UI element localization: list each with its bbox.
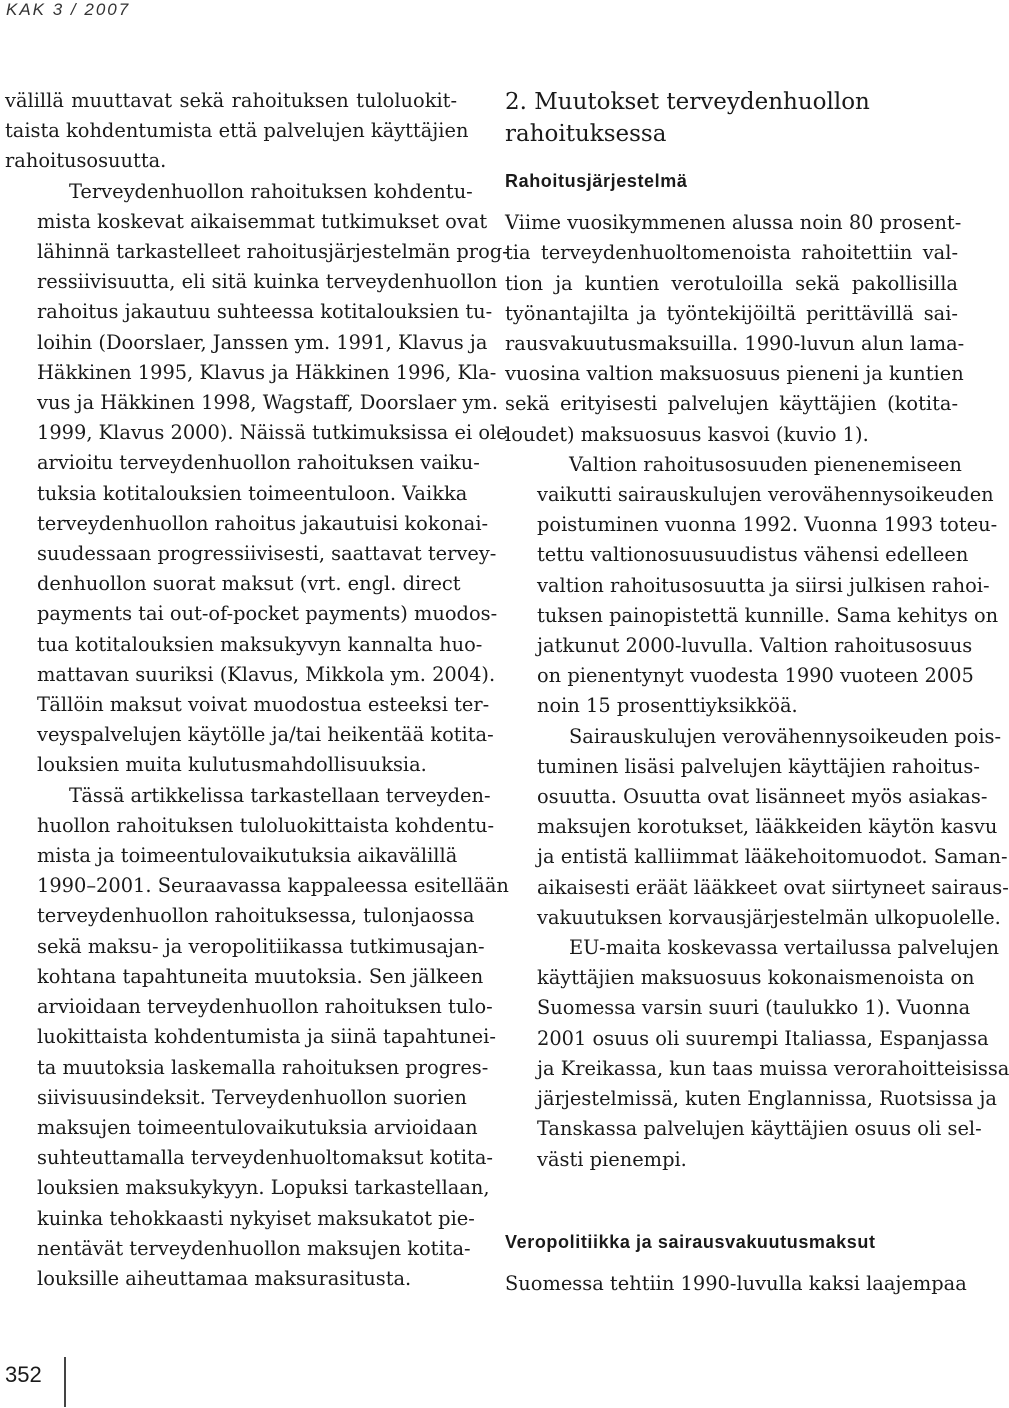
text-line: tuminen lisäsi palvelujen käyttäjien rahoitus- bbox=[537, 754, 980, 778]
text-line: aikaisesti eräät lääkkeet ovat siirtyneet sairaus- bbox=[537, 875, 1009, 899]
text-line: ja Kreikassa, kun taas muissa verorahoitteisissa bbox=[537, 1056, 1009, 1080]
text-line: suudessaan progressiivisesti, saattavat tervey- bbox=[37, 542, 497, 566]
text-line: veyspalvelujen käytölle ja/tai heikentää kotita- bbox=[37, 723, 494, 747]
text-line: ressiivisuutta, eli sitä kuinka terveydenhuollon bbox=[37, 270, 498, 294]
text-line: 1999, Klavus 2000). Näissä tutkimuksissa ei ole bbox=[37, 421, 508, 445]
text-line: loudet) maksuosuus kasvoi (kuvio 1). bbox=[505, 422, 869, 446]
text-line: denhuollon suorat maksut (vrt. engl. direct bbox=[37, 572, 461, 596]
text-line: västi pienempi. bbox=[537, 1147, 687, 1171]
text-line: rahoitus jakautuu suhteessa kotitalouksien tu- bbox=[37, 300, 493, 324]
text-line: tuksen painopistettä kunnille. Sama kehitys on bbox=[537, 603, 999, 627]
paragraph bbox=[505, 450, 999, 722]
text-line: Tanskassa palvelujen käyttäjien osuus oli sel- bbox=[537, 1117, 982, 1141]
text-line: louksien maksukykyyn. Lopuksi tarkastellaan, bbox=[37, 1176, 490, 1200]
subsection-body bbox=[505, 208, 1009, 1175]
text-line: osuutta. Osuutta ovat lisänneet myös asiakas- bbox=[537, 785, 988, 809]
text-line: mista ja toimeentulovaikutuksia aikavälillä bbox=[37, 844, 458, 868]
text-line: 2001 osuus oli suurempi Italiassa, Espanjassa bbox=[537, 1026, 989, 1050]
text-line: tuksia kotitalouksien toimeentuloon. Vaikka bbox=[37, 481, 468, 505]
paragraph bbox=[505, 208, 965, 450]
running-header: KAK 3 / 2007 bbox=[6, 0, 131, 19]
text-line: arvioitu terveydenhuollon rahoituksen vaiku- bbox=[37, 451, 480, 475]
text-line: loihin (Doorslaer, Janssen ym. 1991, Klavus ja bbox=[37, 330, 488, 354]
right-column bbox=[505, 86, 1009, 1299]
text-line: Viime vuosikymmenen alussa noin 80 prosent- bbox=[505, 211, 962, 235]
text-line: Valtion rahoitusosuuden pienenemiseen bbox=[569, 452, 962, 476]
text-line: huollon rahoituksen tuloluokittaista kohdentu- bbox=[37, 813, 495, 837]
text-line: vuosina valtion maksuosuus pieneni ja kuntien bbox=[505, 362, 964, 386]
text-line: sekä maksu- ja veropolitiikassa tutkimusajan- bbox=[37, 934, 485, 958]
text-line: mista koskevat aikaisemmat tutkimukset ovat bbox=[37, 209, 488, 233]
text-line: valtion rahoitusosuutta ja siirsi julkisen rahoi- bbox=[537, 573, 990, 597]
text-line: Tässä artikkelissa tarkastellaan terveyden- bbox=[69, 783, 491, 807]
text-line: terveydenhuollon rahoitus jakautuisi kokonai- bbox=[37, 511, 489, 535]
text-line: arvioidaan terveydenhuollon rahoituksen tulo- bbox=[37, 995, 493, 1019]
subsection-body bbox=[505, 1269, 967, 1299]
text-line: tion ja kuntien verotuloilla sekä pakollisilla bbox=[505, 271, 958, 295]
text-line: siivisuusindeksit. Terveydenhuollon suorien bbox=[37, 1085, 467, 1109]
text-line: rahoitusosuutta. bbox=[5, 149, 167, 173]
text-line: vaikutti sairauskulujen verovähennysoikeuden bbox=[537, 483, 994, 507]
text-line: järjestelmissä, kuten Englannissa, Ruotsissa ja bbox=[537, 1087, 997, 1111]
text-line: maksujen korotukset, lääkkeiden käytön kasvu bbox=[537, 815, 998, 839]
text-line: Sairauskulujen verovähennysoikeuden pois- bbox=[569, 724, 1002, 748]
subheading-rahoitusjarjestelma: Rahoitusjärjestelmä bbox=[505, 171, 688, 191]
text-line: suhteuttamalla terveydenhuoltomaksut kotita- bbox=[37, 1146, 493, 1170]
text-line: ta muutoksia laskemalla rahoituksen progres- bbox=[37, 1055, 489, 1079]
paragraph bbox=[505, 1269, 967, 1299]
text-line: välillä muuttavat sekä rahoituksen tuloluokit- bbox=[5, 89, 457, 112]
subheading-veropolitiikka: Veropolitiikka ja sairausvakuutusmaksut bbox=[505, 1231, 876, 1252]
text-line: on pienentynyt vuodesta 1990 vuoteen 2005 bbox=[537, 664, 974, 688]
text-line: tia terveydenhuoltomenoista rahoitettiin val- bbox=[505, 241, 958, 265]
text-line: tettu valtionosuusuudistus vähensi edelleen bbox=[537, 543, 969, 567]
text-line: louksien muita kulutusmahdollisuuksia. bbox=[37, 753, 427, 777]
text-line: Tällöin maksut voivat muodostua esteeksi ter- bbox=[37, 693, 490, 717]
text-line: rausvakuutusmaksuilla. 1990-luvun alun lama- bbox=[505, 332, 965, 356]
text-line: Suomessa tehtiin 1990-luvulla kaksi laajempaa bbox=[505, 1271, 967, 1295]
paragraph bbox=[505, 933, 1009, 1175]
text-line: payments tai out-of-pocket payments) muodos- bbox=[37, 602, 498, 626]
section-title bbox=[505, 86, 958, 150]
text-line: EU-maita koskevassa vertailussa palvelujen bbox=[569, 936, 999, 960]
text-line: vus ja Häkkinen 1998, Wagstaff, Doorslaer ym. bbox=[37, 391, 498, 415]
text-line: kohtana tapahtuneita muutoksia. Sen jälkeen bbox=[37, 964, 484, 988]
text-line: louksille aiheuttamaa maksurasitusta. bbox=[37, 1266, 412, 1290]
text-line: poistuminen vuonna 1992. Vuonna 1993 toteu- bbox=[537, 513, 998, 537]
text-line: ja entistä kalliimmat lääkehoitomuodot. Saman- bbox=[537, 845, 1008, 869]
text-line: Häkkinen 1995, Klavus ja Häkkinen 1996, Kla- bbox=[37, 360, 497, 384]
left-column bbox=[5, 86, 509, 1294]
text-line: kuinka tehokkaasti nykyiset maksukatot pie- bbox=[37, 1206, 475, 1230]
text-line: terveydenhuollon rahoituksessa, tulonjaossa bbox=[37, 904, 475, 928]
paragraph bbox=[5, 86, 469, 177]
text-line: luokittaista kohdentumista ja siinä tapahtunei- bbox=[37, 1025, 496, 1049]
paragraph bbox=[5, 781, 509, 1294]
text-line: 1990–2001. Seuraavassa kappaleessa esitellään bbox=[37, 874, 509, 898]
text-line: käyttäjien maksuosuus kokonaismenoista on bbox=[537, 966, 975, 990]
text-line: työnantajilta ja työntekijöiltä perittävillä sai- bbox=[505, 301, 958, 325]
text-line: nentävät terveydenhuollon maksujen kotita- bbox=[37, 1236, 471, 1260]
text-line: lähinnä tarkastelleet rahoitusjärjestelmän prog- bbox=[37, 240, 509, 264]
text-line: vakuutuksen korvausjärjestelmän ulkopuolelle. bbox=[537, 905, 1001, 929]
text-line: mattavan suuriksi (Klavus, Mikkola ym. 2004). bbox=[37, 662, 496, 686]
section-title-line: 2. Muutokset terveydenhuollon bbox=[505, 89, 870, 115]
page-number: 352 bbox=[5, 1362, 42, 1387]
paragraph bbox=[5, 177, 509, 781]
text-line: tua kotitalouksien maksukyvyn kannalta huo- bbox=[37, 632, 483, 656]
text-line: maksujen toimeentulovaikutuksia arvioidaan bbox=[37, 1115, 478, 1139]
text-line: Terveydenhuollon rahoituksen kohdentu- bbox=[69, 179, 473, 203]
paragraph bbox=[505, 722, 1009, 933]
text-line: sekä erityisesti palvelujen käyttäjien (kotita- bbox=[505, 392, 958, 416]
footer-divider bbox=[64, 1357, 66, 1407]
text-line: noin 15 prosenttiyksikköä. bbox=[537, 694, 798, 718]
text-line: Suomessa varsin suuri (taulukko 1). Vuonna bbox=[537, 996, 971, 1020]
text-line: jatkunut 2000-luvulla. Valtion rahoitusosuus bbox=[537, 634, 973, 658]
text-line: taista kohdentumista että palvelujen käyttäjien bbox=[5, 119, 469, 143]
section-title-line: rahoituksessa bbox=[505, 121, 667, 147]
